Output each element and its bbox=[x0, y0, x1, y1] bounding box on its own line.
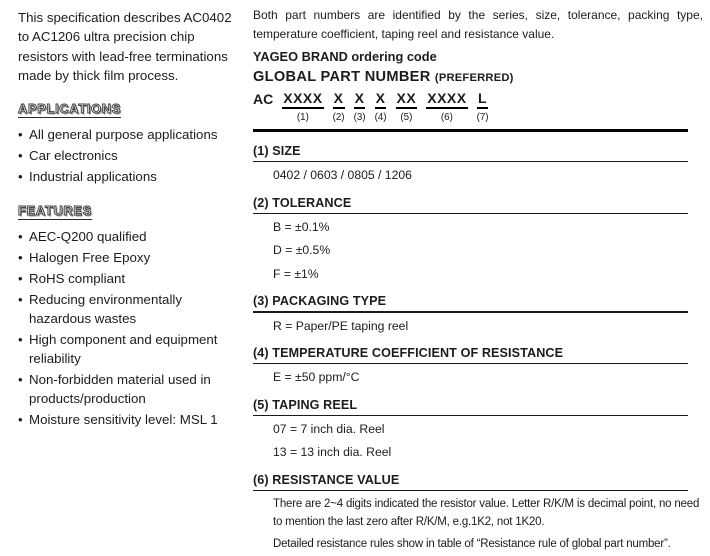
part-code-index: (6) bbox=[440, 112, 453, 123]
resistance-value-note: There are 2~4 digits indicated the resistor value. Letter R/K/M is decimal point, no need to mention the last zero after R/K/M, e.g.1K2, not 1K20. bbox=[273, 498, 700, 528]
part-code-value: XXXX bbox=[282, 92, 323, 109]
list-item: • Industrial applications bbox=[18, 167, 240, 186]
section-taping-reel bbox=[253, 398, 703, 461]
section-temperature-coefficient bbox=[253, 346, 703, 386]
global-part-number-label: GLOBAL PART NUMBER bbox=[253, 69, 431, 85]
global-part-number-heading bbox=[253, 69, 703, 85]
part-code-segment bbox=[375, 92, 387, 123]
list-item: • High component and equipment reliability bbox=[18, 330, 240, 368]
section-size bbox=[253, 144, 703, 184]
part-code-segment bbox=[477, 92, 489, 123]
list-item: • Moisture sensitivity level: MSL 1 bbox=[18, 410, 240, 429]
left-column bbox=[18, 8, 240, 431]
section-entry: D = ±0.5% bbox=[273, 243, 331, 258]
part-number-intro-paragraph: Both part numbers are identified by the series, size, tolerance, packing type, temperature coefficient, taping reel and resistance value. bbox=[253, 8, 703, 41]
part-code-value: XXXX bbox=[426, 92, 467, 109]
section-entry: E = ±50 ppm/°C bbox=[273, 370, 360, 385]
features-heading: FEATURES bbox=[18, 202, 92, 218]
section-rule bbox=[253, 161, 688, 162]
list-item: • Non-forbidden material used in products/production bbox=[18, 370, 240, 408]
list-item: • AEC-Q200 qualified bbox=[18, 227, 240, 246]
section-rule bbox=[253, 415, 688, 416]
applications-heading: APPLICATIONS bbox=[18, 100, 122, 116]
section-resistance-value bbox=[253, 473, 703, 554]
part-code-index: (7) bbox=[476, 112, 489, 123]
section-heading: (3) PACKAGING TYPE bbox=[253, 294, 387, 309]
section-entry: 07 = 7 inch dia. Reel bbox=[273, 421, 385, 436]
part-code-prefix: AC bbox=[253, 91, 274, 107]
section-packaging-type bbox=[253, 294, 703, 334]
section-rule bbox=[253, 490, 688, 491]
part-code-segment bbox=[426, 92, 467, 123]
part-code-index: (5) bbox=[400, 112, 413, 123]
right-column bbox=[253, 6, 703, 556]
section-rule bbox=[253, 363, 688, 364]
list-item: • RoHS compliant bbox=[18, 269, 240, 288]
part-code-index: (3) bbox=[353, 112, 366, 123]
resistance-rule-reference-note: Detailed resistance rules show in table of “Resistance rule of global part number”. bbox=[273, 538, 671, 551]
section-rule bbox=[253, 311, 688, 312]
section-heading: (2) TOLERANCE bbox=[253, 195, 352, 210]
part-code-index: (4) bbox=[374, 112, 387, 123]
part-code-value: L bbox=[477, 92, 488, 109]
section-heading: (6) RESISTANCE VALUE bbox=[253, 472, 400, 487]
part-code-value: XX bbox=[396, 92, 418, 109]
part-code-index: (1) bbox=[296, 112, 309, 123]
section-tolerance bbox=[253, 196, 703, 283]
section-entry: R = Paper/PE taping reel bbox=[273, 318, 409, 333]
part-code-segment bbox=[354, 92, 366, 123]
section-entry: 13 = 13 inch dia. Reel bbox=[273, 445, 392, 460]
spec-intro-paragraph: This specification describes AC0402 to AC1206 ultra precision chip resistors with lead-free terminations made by thick film process. bbox=[18, 10, 232, 84]
section-heading: (1) SIZE bbox=[253, 144, 301, 158]
thick-divider bbox=[253, 129, 688, 132]
section-entry: F = ±1% bbox=[273, 266, 319, 281]
features-list bbox=[18, 227, 240, 430]
part-code-index: (2) bbox=[332, 112, 345, 123]
list-item: • Halogen Free Epoxy bbox=[18, 248, 240, 267]
list-item: • Car electronics bbox=[18, 146, 240, 165]
list-item: • Reducing environmentally hazardous wastes bbox=[18, 290, 240, 328]
section-heading: (5) TAPING REEL bbox=[253, 397, 358, 412]
part-code-value: X bbox=[354, 92, 366, 109]
part-code-value: X bbox=[375, 92, 387, 109]
preferred-label: (PREFERRED) bbox=[434, 72, 514, 84]
section-entry: 0402 / 0603 / 0805 / 1206 bbox=[273, 168, 412, 183]
applications-list bbox=[18, 125, 240, 186]
section-entry: B = ±0.1% bbox=[273, 219, 330, 234]
part-code-segment bbox=[282, 92, 323, 123]
section-heading: (4) TEMPERATURE COEFFICIENT OF RESISTANCE bbox=[253, 346, 564, 361]
yageo-brand-ordering-code-label: YAGEO BRAND ordering code bbox=[253, 49, 437, 64]
section-rule bbox=[253, 213, 688, 214]
list-item: • All general purpose applications bbox=[18, 125, 240, 144]
part-code-segment bbox=[333, 92, 345, 123]
part-code-value: X bbox=[333, 92, 345, 109]
part-code-segment bbox=[396, 92, 418, 123]
part-code-diagram bbox=[253, 92, 703, 123]
